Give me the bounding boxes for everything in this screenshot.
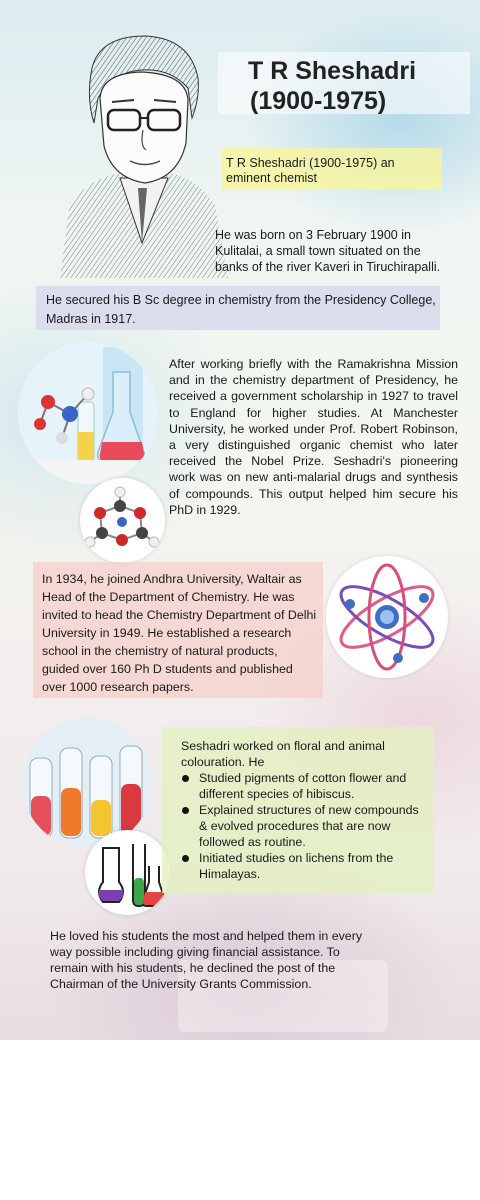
list-item: Initiated studies on lichens from the Himalayas. <box>181 850 426 882</box>
birth-text: He was born on 3 February 1900 in Kulitalai, a small town situated on the banks of the river Kaveri in Tiruchirapalli. <box>215 228 441 274</box>
floral-list <box>181 770 426 882</box>
intro-text: T R Sheshadri (1900-1975) an eminent chemist <box>226 156 395 185</box>
flask-icon <box>85 830 170 915</box>
manchester-text: After working briefly with the Ramakrishna Mission and in the chemistry department of Presidency, he received a government scholarship in 1927 to travel to England for higher studies. At Manchester University, he worked under Prof. Robert Robinson, a very distinguished organic chemist who later received the Nobel Prize. Seshadri's pioneering work was on new anti-malarial drugs and synthesis of compounds. This output helped him secure his PhD in 1929. <box>169 357 458 517</box>
floral-section <box>181 738 426 882</box>
lab-glassware-image <box>18 342 158 484</box>
title-name: T R Sheshadri <box>248 57 417 85</box>
molecule-model-icon <box>80 478 165 563</box>
bsc-text: He secured his B Sc degree in chemistry from the Presidency College, Madras in 1917. <box>46 293 436 326</box>
portrait-illustration <box>50 28 235 278</box>
bullet-icon <box>182 855 189 862</box>
title-years: (1900-1975) <box>250 87 387 115</box>
list-item: Explained structures of new compounds & evolved procedures that are now followed as routine. <box>181 802 426 850</box>
bullet-icon <box>182 807 189 814</box>
page-title <box>248 56 468 116</box>
list-item: Studied pigments of cotton flower and different species of hibiscus. <box>181 770 426 802</box>
test-tubes-image <box>22 718 152 848</box>
atom-icon <box>326 556 448 678</box>
andhra-text: In 1934, he joined Andhra University, Waltair as Head of the Department of Chemistry. He was invited to head the Chemistry Department of Delhi University in 1949. He established a research school in the chemistry of natural products, guided over 160 Ph D students and published over 1000 research papers. <box>42 572 317 694</box>
students-text: He loved his students the most and helped them in every way possible including giving financial assistance. To remain with his students, he declined the post of the Chairman of the University Grants Commission. <box>50 929 363 991</box>
bullet-icon <box>182 775 189 782</box>
floral-intro: Seshadri worked on floral and animal colouration. He <box>181 739 385 769</box>
